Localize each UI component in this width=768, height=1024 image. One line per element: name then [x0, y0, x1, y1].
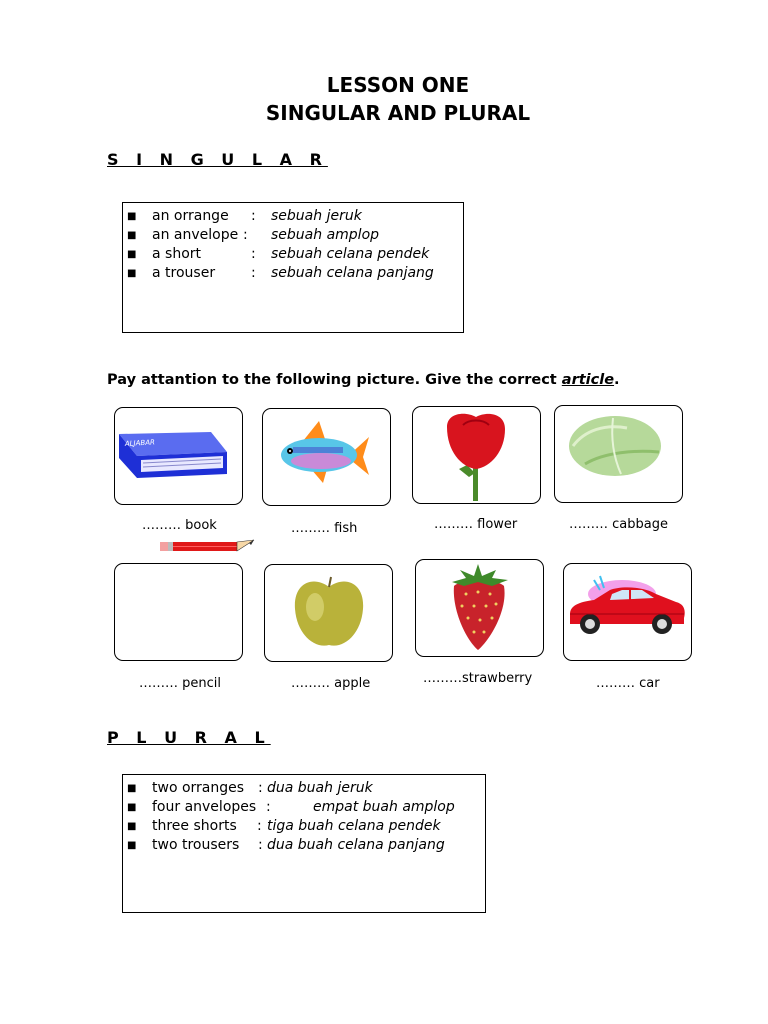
caption-pencil: ……… pencil — [139, 676, 221, 691]
caption-flower: ……… flower — [434, 517, 518, 532]
article-emphasis: article — [561, 372, 615, 388]
car-picture — [563, 563, 692, 661]
caption-cabbage: ……… cabbage — [569, 517, 668, 532]
bullet-icon: ■ — [127, 840, 137, 851]
singular-heading: S I N G U L A R — [107, 150, 328, 169]
pencil-icon — [158, 532, 258, 554]
svg-text:ALJABAR: ALJABAR — [124, 438, 156, 448]
fish-icon — [263, 409, 390, 505]
rose-icon — [413, 407, 540, 503]
strawberry-icon — [416, 560, 543, 656]
plural-box: ■ two orranges : dua buah jeruk ■ four anvelopes : empat buah amplop ■ three shorts : tiga buah celana pendek ■ two trousers : dua buah celana panjang — [122, 774, 486, 913]
caption-apple: ……… apple — [291, 676, 371, 691]
cabbage-picture — [554, 405, 683, 503]
flower-picture — [412, 406, 541, 504]
bullet-icon: ■ — [127, 268, 137, 279]
strawberry-picture — [415, 559, 544, 657]
bullet-icon: ■ — [127, 783, 137, 794]
bullet-icon: ■ — [127, 249, 137, 260]
bullet-icon: ■ — [127, 802, 137, 813]
caption-book: ……… book — [142, 518, 217, 533]
singular-box: ■ an orrange : sebuah jeruk ■ an anvelope : sebuah amplop ■ a short : sebuah celana pendek ■ a trouser : sebuah celana panjang — [122, 202, 464, 333]
lesson-title: LESSON ONE — [326, 73, 470, 97]
book-icon — [115, 408, 242, 504]
book-picture — [114, 407, 243, 505]
lesson-subtitle: SINGULAR AND PLURAL — [265, 101, 531, 125]
plural-heading: P L U R A L — [107, 728, 271, 747]
bullet-icon: ■ — [127, 230, 137, 241]
caption-strawberry: ………strawberry — [423, 671, 533, 686]
apple-icon — [265, 565, 392, 661]
fish-picture — [262, 408, 391, 506]
pencil-picture-empty — [114, 563, 243, 661]
caption-car: ……… car — [596, 676, 660, 691]
cabbage-icon — [555, 406, 682, 502]
car-icon — [564, 564, 691, 660]
apple-picture — [264, 564, 393, 662]
instruction-text: Pay attantion to the following picture. Give the correct article. — [107, 372, 620, 388]
bullet-icon: ■ — [127, 821, 137, 832]
caption-fish: ……… fish — [291, 521, 358, 536]
bullet-icon: ■ — [127, 211, 137, 222]
